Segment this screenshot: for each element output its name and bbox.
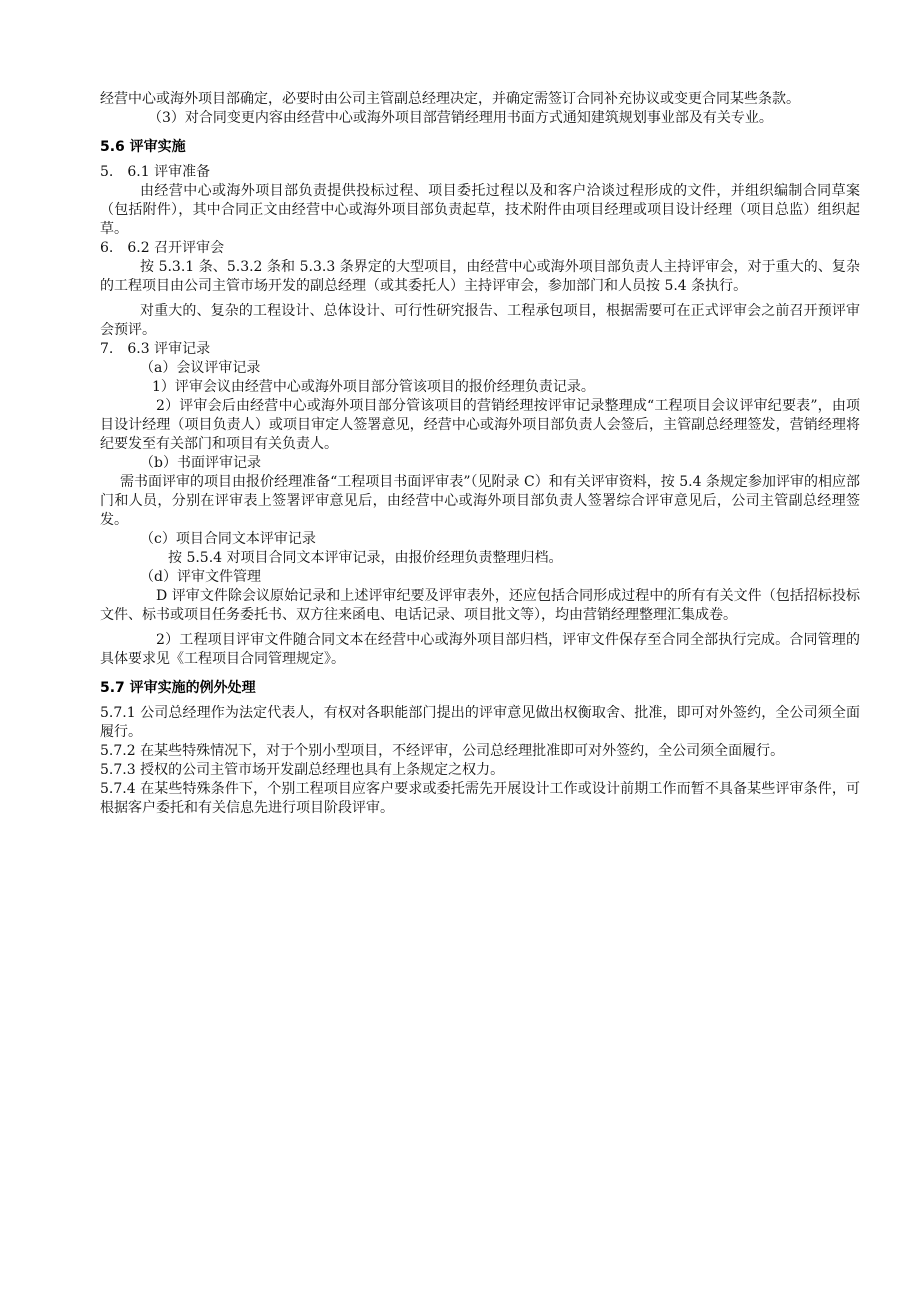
- subsection-6-2-body-1: 按 5.3.1 条、5.3.2 条和 5.3.3 条界定的大型项目，由经营中心或海外项目部负责人主持评审会，对于重大的、复杂的工程项目由公司主管市场开发的副总经理（或其委托人）主持评审会，参加部门和人员按 5.4 条执行。: [100, 259, 860, 294]
- document-page: [100, 90, 860, 818]
- subsection-6-1-title: 5. 6.1 评审准备: [100, 164, 211, 180]
- item-a-title: （a）会议评审记录: [140, 360, 261, 376]
- subsection-6-3-title: 7. 6.3 评审记录: [100, 341, 211, 357]
- paragraph-item-3: （3）对合同变更内容由经营中心或海外项目部营销经理用书面方式通知建筑规划事业部及有关专业。: [148, 110, 773, 126]
- clause-5-7-1: 5.7.1 公司总经理作为法定代表人，有权对各职能部门提出的评审意见做出权衡取舍、批准，即可对外签约，全公司须全面履行。: [100, 705, 860, 740]
- subsection-6-2-title: 6. 6.2 召开评审会: [100, 240, 225, 256]
- section-heading-5-7: 5.7 评审实施的例外处理: [100, 680, 256, 696]
- paragraph-continuation: 经营中心或海外项目部确定，必要时由公司主管副总经理决定，并确定需签订合同补充协议或变更合同某些条款。: [100, 91, 800, 107]
- item-c-body: 按 5.5.4 对项目合同文本评审记录，由报价经理负责整理归档。: [168, 550, 563, 566]
- subsection-6-2-body-2: 对重大的、复杂的工程设计、总体设计、可行性研究报告、工程承包项目，根据需要可在正式评审会之前召开预评审会预评。: [100, 303, 860, 338]
- item-c-title: （c）项目合同文本评审记录: [140, 531, 316, 547]
- clause-5-7-4: 5.7.4 在某些特殊条件下，个别工程项目应客户要求或委托需先开展设计工作或设计前期工作而暂不具备某些评审条件，可根据客户委托和有关信息先进行项目阶段评审。: [100, 781, 860, 816]
- item-d-1: D 评审文件除会议原始记录和上述评审纪要及评审表外，还应包括合同形成过程中的所有有关文件（包括招标投标文件、标书或项目任务委托书、双方往来函电、电话记录、项目批文等），均由营销经理整理汇集成卷。: [100, 588, 860, 623]
- item-d-title: （d）评审文件管理: [140, 569, 261, 585]
- clause-5-7-2: 5.7.2 在某些特殊情况下，对于个别小型项目，不经评审，公司总经理批准即可对外签约，全公司须全面履行。: [100, 743, 785, 759]
- item-d-2: 2）工程项目评审文件随合同文本在经营中心或海外项目部归档，评审文件保存至合同全部执行完成。合同管理的具体要求见《工程项目合同管理规定》。: [100, 632, 860, 667]
- item-b-title: （b）书面评审记录: [140, 455, 261, 471]
- subsection-6-1-body: 由经营中心或海外项目部负责提供投标过程、项目委托过程以及和客户洽谈过程形成的文件，并组织编制合同草案（包括附件），其中合同正文由经营中心或海外项目部负责起草，技术附件由项目经理或项目设计经理（项目总监）组织起草。: [100, 183, 860, 237]
- item-b-body: 需书面评审的项目由报价经理准备“工程项目书面评审表”（见附录 C）和有关评审资料，按 5.4 条规定参加评审的相应部门和人员，分别在评审表上签署评审意见后，由经营中心或海外项目部负责人签署综合评审意见后，公司主管副总经理签发。: [100, 474, 860, 528]
- section-heading-5-6: 5.6 评审实施: [100, 139, 186, 155]
- clause-5-7-3: 5.7.3 授权的公司主管市场开发副总经理也具有上条规定之权力。: [100, 762, 505, 778]
- item-a-2: 2）评审会后由经营中心或海外项目部分管该项目的营销经理按评审记录整理成“工程项目会议评审纪要表”，由项目设计经理（项目负责人）或项目审定人签署意见，经营中心或海外项目部负责人会签后，主管副总经理签发，营销经理将纪要发至有关部门和项目有关负责人。: [100, 398, 860, 452]
- item-a-1: 1）评审会议由经营中心或海外项目部分管该项目的报价经理负责记录。: [152, 379, 595, 395]
